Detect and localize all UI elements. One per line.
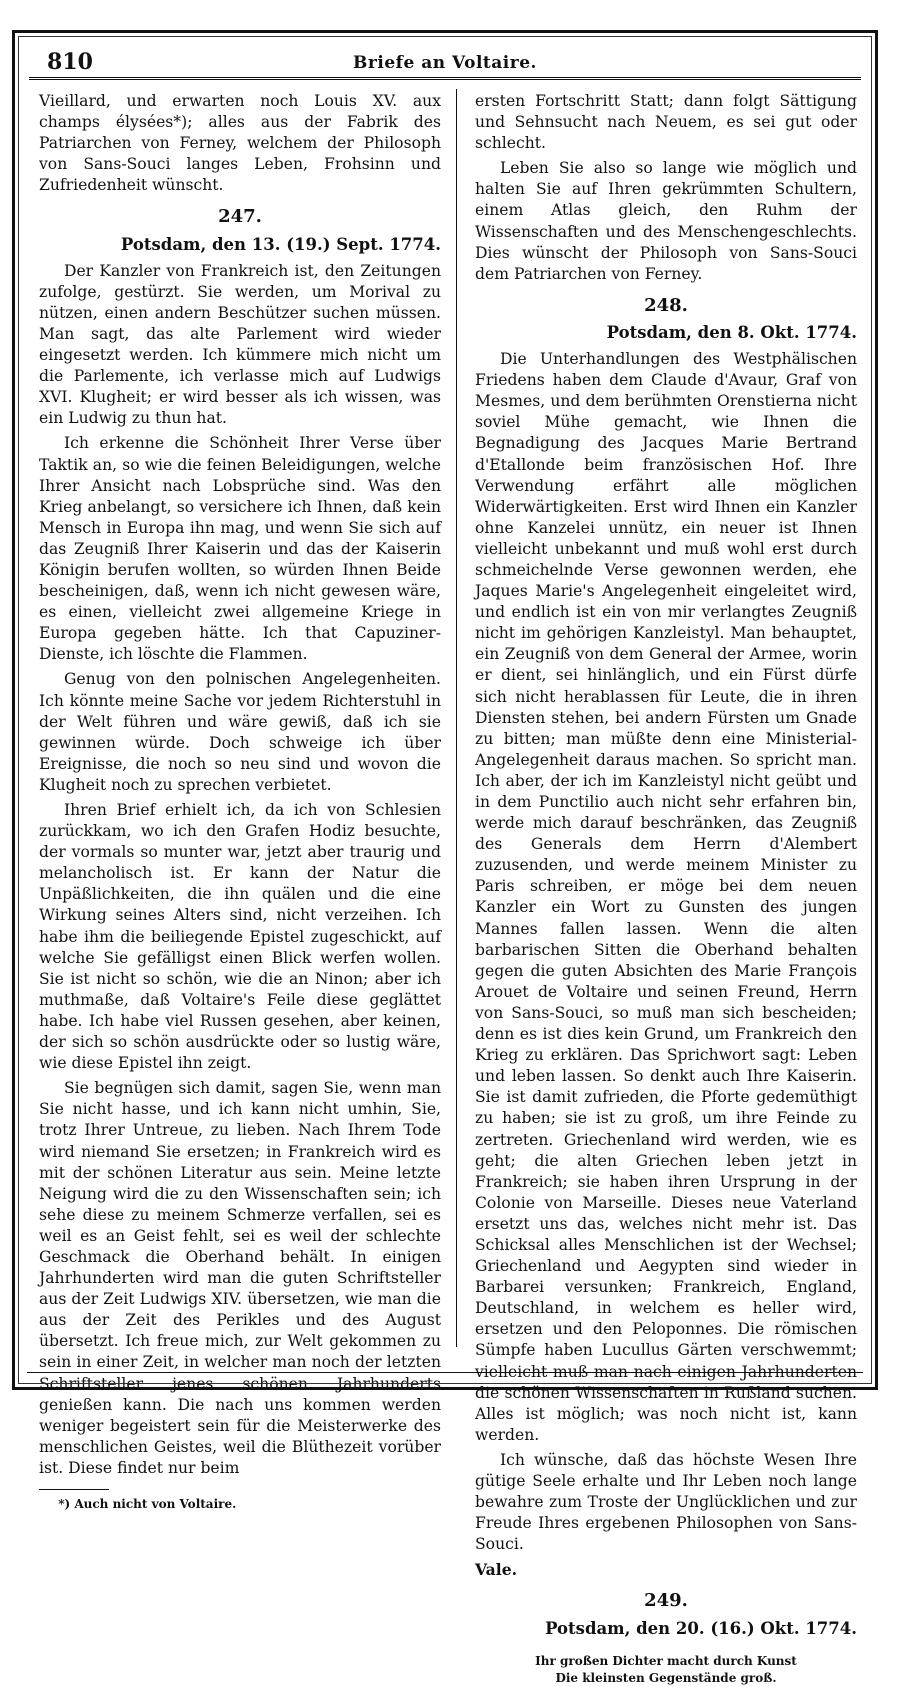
left-carryover-text: Vieillard, und erwarten noch Louis XV. aux champs élysées*); alles aus der Fabrik des Patriarchen von Ferney, welchem der Philosoph von Sans-Souci langes Leben, Frohsinn und Zufriedenheit wünscht. bbox=[39, 92, 441, 195]
letter-247-paragraph: Der Kanzler von Frankreich ist, den Zeitungen zufolge, gestürzt. Sie werden, um Morival zu nützen, einen andern Beschützer suchen müssen. Man sagt, das alte Parlement wird wieder eingesetzt werden. Ich kümmere mich nicht um die Parlemente, ich verlasse mich auf Ludwigs XVI. Klugheit; er wird besser als ich wissen, was ein Ludwig zu thun hat. bbox=[39, 261, 441, 428]
letter-247-paragraph: Ich erkenne die Schönheit Ihrer Verse über Taktik an, so wie die feinen Beleidigungen, welche Ihrer Ansicht nach Lobsprüche sind. Was den Krieg anbelangt, so versichere ich Ihnen, daß kein Mensch in Europa ihn mag, und wenn Sie sich auf das Zeugniß Ihrer Kaiserin und das der Kaiserin Königin berufen wollten, so würden Ihnen Beide bescheinigen, daß, wenn ich nicht gewesen wäre, es einen, vielleicht zwei allgemeine Kriege in Europa gegeben hätte. Ich that Capuziner-Dienste, ich löschte die Flammen. bbox=[39, 434, 441, 664]
letter-249-verse bbox=[475, 1653, 857, 1687]
right-column bbox=[475, 91, 857, 1687]
verse-line: Ihr großen Dichter macht durch Kunst bbox=[535, 1653, 797, 1668]
letter-247-closing: Leben Sie also so lange wie möglich und halten Sie auf Ihren gekrümmten Schultern, einem Atlas gleich, den Ruhm der Wissenschaften und des Menschengeschlechts. Dies wünscht der Philosoph von Sans-Souci dem Patriarchen von Ferney. bbox=[475, 159, 857, 283]
letter-247-number: 247. bbox=[218, 206, 262, 228]
footnote: *) Auch nicht von Voltaire. bbox=[58, 1497, 237, 1511]
footnote-rule bbox=[39, 1489, 109, 1490]
column-divider bbox=[456, 89, 457, 1347]
letter-248-paragraph: Ich wünsche, daß das höchste Wesen Ihre gütige Seele erhalte und Ihr Leben noch lange bewahre zum Troste der Unglücklichen und zur Freude Ihres ergebenen Philosophen von Sans-Souci. bbox=[475, 1450, 857, 1554]
verse-line: Die kleinsten Gegenstände groß. bbox=[555, 1670, 777, 1685]
letter-247-dateline: Potsdam, den 13. (19.) Sept. 1774. bbox=[120, 234, 441, 254]
running-title: Briefe an Voltaire. bbox=[353, 53, 537, 73]
letter-248-number: 248. bbox=[644, 294, 688, 316]
letter-248-dateline: Potsdam, den 8. Okt. 1774. bbox=[606, 322, 857, 342]
letter-249-number: 249. bbox=[644, 1590, 688, 1612]
letter-249-dateline: Potsdam, den 20. (16.) Okt. 1774. bbox=[545, 1618, 857, 1638]
letter-247-paragraph: Ihren Brief erhielt ich, da ich von Schlesien zurückkam, wo ich den Grafen Hodiz besuchte, der vormals so munter war, jetzt aber traurig und melancholisch ist. Er kann der Natur die Unpäßlichkeiten, die ihn quälen und die eine Wirkung seines Alters sind, nicht verzeihen. Ich habe ihm die beiliegende Epistel zugeschickt, auf welche Sie gefälligst einen Blick werfen wollen. Sie ist nicht so schön, wie die an Ninon; aber ich muthmaße, daß Voltaire's Feile diese geglättet habe. Ich habe viel Russen gesehen, aber keinen, der sich so schön ausdrückte oder so lustig wäre, wie diese Epistel ihn zeigt. bbox=[39, 801, 441, 1073]
page-number: 810 bbox=[47, 49, 93, 75]
letter-248-paragraph: Die Unterhandlungen des Westphälischen Friedens haben dem Claude d'Avaur, Graf von Mesmes, und dem berühmten Orenstierna nicht soviel Mühe gemacht, wie Ihnen die Begnadigung des Jacques Marie Bertrand d'Etallonde beim französischen Hof. Ihre Verwendung erfährt alle möglichen Widerwärtigkeiten. Erst wird Ihnen ein Kanzler ohne Kanzelei unnütz, ein neuer ist Ihnen vielleicht unbekannt und muß wohl erst durch schmeichelnde Verse gewonnen werden, ehe Jaques Marie's Angelegenheit eingeleitet wird, und endlich ist ein von mir verlangtes Zeugniß nicht im gehörigen Kanzleistyl. Man behauptet, ein Zeugniß von dem General der Armee, worin er dient, sei hinlänglich, und ein Fürst dürfe sich nicht herablassen für Leute, die in ihren Diensten stehen, bei andern Fürsten um Gnade zu bitten; man müßte denn eine Ministerial-Angelegenheit daraus machen. So spricht man. Ich aber, der ich im Kanzleistyl nicht geübt und in dem Punctilio auch nicht sehr erfahren bin, werde mich darauf beschränken, das Zeugniß des Generals dem Herrn d'Alembert zuzusenden, und werde meinem Minister zu Paris schreiben, er möge bei dem neuen Kanzler ein Wort zu Gunsten des jungen Mannes fallen lassen. Wenn die alten barbarischen Sitten die Oberhand behalten gegen die guten Absichten des Marie François Arouet de Voltaire und seinen Freund, Herrn von Sans-Souci, so muß man sich bescheiden; denn es ist dies kein Grund, um Frankreich den Krieg zu erklären. Das Sprichwort sagt: Leben und leben lassen. So denkt auch Ihre Kaiserin. Sie ist damit zufrieden, die Pforte gedemüthigt zu haben; sie ist zu groß, um ihre Feinde zu zertreten. Griechenland wird werden, wie es geht; die alten Griechen leben jetzt in Frankreich; sie haben ihren Ursprung in der Colonie von Marseille. Dieses neue Vaterland ersetzt uns das, welches nicht mehr ist. Das Schicksal alles Menschlichen ist der Wechsel; Griechenland und Aegypten sind wieder in Barbarei versunken; Frankreich, England, Deutschland, in welchem es heller wird, ersetzen und den Peloponnes. Die römischen Sümpfe haben Lucullus Gärten verschwemmt; vielleicht muß man nach einigen Jahrhunderten die schönen Wissenschaften in Rußland suchen. Alles ist möglich; was noch nicht ist, kann werden. bbox=[475, 350, 857, 1444]
header-rule bbox=[29, 77, 861, 80]
letter-247-paragraph: Sie begnügen sich damit, sagen Sie, wenn man Sie nicht hasse, und ich kann nicht umhin, Sie, trotz Ihrer Untreue, zu lieben. Nach Ihrem Tode wird niemand Sie ersetzen; in Frankreich wird es mit der schönen Literatur aus sein. Meine letzte Neigung wird die zu den Wissenschaften sein; ich sehe diese zu meinem Schmerze verfallen, sei es weil es an Geist fehlt, sei es weil der schlechte Geschmack die Oberhand behält. In einigen Jahrhunderten wird man die guten Schriftsteller aus der Zeit Ludwigs XIV. übersetzen, wie man die aus der Zeit des Perikles und des August übersetzt. Ich freue mich, zur Welt gekommen zu sein in einer Zeit, in welcher man noch der letzten Schriftsteller jenes schönen Jahrhunderts genießen kann. Die nach uns kommen werden weniger begeistert sein für die Meisterwerke des menschlichen Geistes, weil die Blüthezeit vorüber ist. Diese findet nur beim bbox=[39, 1079, 441, 1477]
bottom-rule bbox=[27, 1372, 863, 1373]
letter-247-paragraph: Genug von den polnischen Angelegenheiten. Ich könnte meine Sache vor jedem Richterstuhl in der Welt führen und wäre gewiß, daß ich sie gewinnen würde. Doch schweige ich über Ereignisse, die noch so neu sind und wovon die Klugheit noch zu sprechen verbietet. bbox=[39, 670, 441, 794]
left-column bbox=[39, 91, 441, 1519]
right-carryover-text: ersten Fortschritt Statt; dann folgt Sättigung und Sehnsucht nach Neuem, es sei gut oder schlecht. bbox=[475, 92, 857, 153]
page-frame bbox=[12, 30, 878, 1685]
letter-248-closing: Vale. bbox=[475, 1560, 518, 1580]
